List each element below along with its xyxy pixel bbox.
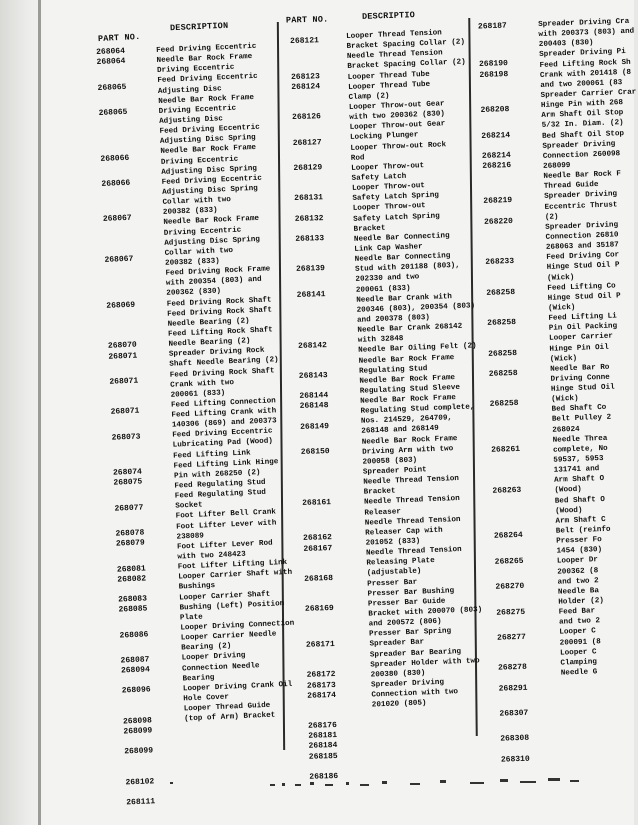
part-number: 268258	[486, 287, 516, 298]
description-line: Looper Carrier Needle	[180, 630, 277, 643]
part-number: 268198	[479, 69, 509, 80]
description-line: Needle Bar Rock Frame	[361, 434, 458, 447]
description-line: Adjusting Disc Spring	[161, 164, 258, 177]
part-number: 268162	[303, 533, 333, 544]
description-line: Needle Bar Rock Frame	[359, 373, 456, 386]
part-number: 268077	[114, 503, 144, 514]
part-number: 268174	[307, 690, 337, 701]
description-line: 238089	[176, 532, 205, 542]
part-number: 268171	[305, 639, 335, 650]
description-line: 200362 (830)	[166, 287, 222, 299]
description-line: Spreader Bar	[369, 638, 425, 649]
description-line: Looper Thread Tension	[346, 29, 442, 41]
description-line: Adjusting Disc Spring	[161, 184, 258, 197]
part-number: 268277	[496, 632, 527, 643]
part-number: 268148	[299, 401, 329, 412]
description-line: 200362 (8	[557, 566, 599, 577]
description-line: Presser Bar Spring	[369, 627, 452, 639]
description-line: Looper Thread Guide	[183, 701, 271, 714]
description-line: Needle Bar Rock Frame	[358, 353, 455, 366]
part-number: 268102	[125, 777, 155, 788]
part-number: 268078	[115, 528, 145, 539]
description-line: Looper Throw-out	[351, 182, 426, 193]
description-line: 268063 and 35187	[545, 241, 619, 252]
description-line: Arm Shaft O	[553, 475, 605, 486]
part-number: 268310	[500, 754, 530, 765]
description-line: Looper Throw-out	[352, 202, 426, 214]
description-line: Presser Bar	[367, 578, 418, 589]
description-line: Bed Shaft Oil Stop	[541, 129, 625, 141]
part-number: 268139	[295, 264, 326, 275]
part-number: 268131	[294, 193, 324, 204]
part-no-header-3: 268187	[477, 21, 507, 32]
part-number: 268066	[100, 153, 130, 164]
description-line: with two 248423	[177, 550, 246, 562]
description-line: (Wood)	[555, 506, 583, 516]
part-number: 268085	[118, 604, 148, 615]
description-line: Needle Bar Connecting	[353, 231, 450, 244]
part-number: 268132	[294, 213, 324, 224]
description-line: Hinge Pin Oil	[549, 343, 609, 354]
description-line: Stud with 201188 (803),	[354, 262, 461, 275]
description-line: Needle Bar Rock Frame	[163, 215, 260, 228]
description-header-2: DESCRIPTIO	[361, 10, 416, 22]
description-line: Bracket Spacing Collar (2)	[346, 38, 466, 52]
description-line: (Wick)	[551, 395, 579, 404]
part-number: 268307	[499, 708, 529, 719]
description-line: Needle Bar Rock Frame	[156, 53, 253, 66]
description-line: Needle Threa	[552, 434, 608, 445]
description-line: and two 2	[558, 617, 601, 627]
part-number: 268214	[481, 130, 511, 141]
part-number: 268144	[299, 391, 329, 402]
description-line: Releaser Cap with	[365, 526, 443, 538]
description-line: Crank with 201418 (8	[539, 68, 632, 80]
description-line: Hinge Stud Oil	[550, 383, 615, 394]
description-line: Feed Lifting Rock Sh	[539, 58, 631, 70]
description-line: 201052 (833)	[365, 537, 421, 548]
description-line: with 200373 (803) and	[538, 27, 635, 40]
description-line: Clamp (2)	[348, 92, 390, 102]
description-line: Feed Driving Eccentric	[159, 123, 260, 137]
part-number: 268220	[483, 216, 513, 227]
description-line: Looper Driving Connection	[180, 619, 295, 633]
part-number: 268258	[488, 368, 518, 379]
part-number: 268064	[96, 56, 126, 68]
description-line: Needle Thread Tension	[364, 515, 461, 528]
description-line: Spreader Driving	[544, 190, 618, 202]
description-line: Spreader Driving	[370, 678, 445, 690]
description-line: Looper Throw-out	[351, 161, 425, 173]
part-number: 268185	[308, 751, 338, 762]
description-line: with 32848	[357, 335, 404, 345]
description-line: Arm Shaft C	[555, 515, 606, 526]
part-number: 268094	[120, 665, 150, 676]
description-line: Foot Lifter Lever Rod	[176, 539, 273, 552]
description-line: Looper Driving Crank Oil	[182, 680, 293, 694]
description-line: Connection 260098	[542, 150, 621, 161]
description-line: Driving Eccentric	[160, 155, 239, 167]
description-line: Feed Driving Rock Shaft	[167, 306, 273, 319]
description-line: Needle Bar Rock Frame	[158, 93, 255, 106]
description-line: Looper Dr	[556, 556, 599, 567]
part-number: 268096	[121, 685, 151, 696]
description-line: Regulating Stud Sleeve	[359, 383, 461, 396]
description-line: Feed Lifting Co	[547, 282, 616, 293]
description-line: Collar with two	[164, 246, 234, 258]
part-number: 268150	[300, 447, 330, 457]
part-number: 268167	[303, 543, 333, 554]
description-line: Collar with two	[162, 196, 232, 207]
description-line: Driving Eccentric	[158, 104, 237, 116]
description-line: Feed Driving Eccentric	[156, 42, 257, 55]
part-number: 268066	[101, 178, 131, 189]
part-number: 268261	[491, 445, 521, 455]
description-line: Spreader Carrier Crar	[540, 88, 637, 100]
description-line: Bracket with 200070 (803)	[368, 606, 483, 619]
part-number: 268121	[290, 36, 320, 46]
description-line: Driving Arm with two	[361, 444, 454, 457]
part-number: 268071	[109, 376, 139, 387]
description-line: Plate	[179, 613, 203, 623]
description-line: Bearing (2)	[181, 642, 232, 653]
description-line: Foot Lifter Lever with	[176, 518, 277, 532]
description-line: 200061 (833)	[355, 284, 411, 295]
description-line: Needle Bar Crank 268142	[357, 322, 463, 335]
description-line: Crank with two	[170, 378, 235, 390]
column-2-descriptions	[346, 27, 501, 741]
description-line: Feed Lifting Li	[548, 312, 617, 323]
description-line: Looper Throw-out Gear	[349, 120, 446, 133]
description-line: (Wick)	[547, 303, 576, 313]
description-line: Spreader Driving Pi	[539, 48, 626, 60]
description-line: with 200354 (803) and	[165, 276, 262, 289]
part-number: 268127	[292, 137, 322, 148]
description-line: 200091 (8	[559, 637, 601, 648]
description-line: Needle Thread Tension	[363, 495, 460, 508]
description-line: Adjusting Disc	[157, 84, 222, 96]
description-line: 200346 (803), 200354 (803)	[356, 302, 476, 315]
part-number: 268181	[308, 731, 338, 742]
part-number: 268083	[117, 594, 148, 605]
description-line: (top of Arm) Bracket	[184, 711, 276, 724]
description-line: Belt Pulley 2	[551, 414, 612, 425]
description-line: Regulating Stud	[358, 364, 428, 376]
description-line: (2)	[544, 213, 559, 222]
description-line: Spreader Driving	[545, 221, 619, 232]
part-number: 268184	[308, 741, 338, 752]
description-line: Safety Latch	[351, 172, 407, 183]
description-line: Pin with 268250 (2)	[173, 468, 261, 481]
part-number: 268075	[113, 477, 143, 489]
description-line: 200403 (830)	[538, 39, 594, 50]
part-number: 268074	[112, 467, 143, 478]
part-number: 268069	[106, 300, 136, 311]
description-line: Locking Plunger	[349, 131, 419, 143]
description-line: Spreader Holder with two	[370, 657, 480, 670]
description-line: Looper Throw-out Gear	[348, 100, 445, 112]
part-number: 268143	[298, 371, 328, 381]
description-line: Adjusting Disc	[159, 115, 224, 126]
part-number: 268186	[309, 771, 339, 782]
description-line: Lubricating Pad (Wood)	[172, 437, 274, 451]
description-line: Needle Bar Oiling Felt (2)	[358, 342, 477, 356]
description-line: Presser Bar Bushing	[367, 586, 455, 599]
description-line: (Wick)	[549, 354, 578, 364]
description-line: (adjustable)	[366, 567, 422, 579]
description-line: Hole Cover	[183, 693, 230, 704]
description-line: Needle Bar Rock Frame	[160, 144, 257, 157]
description-line: (Wood)	[554, 486, 582, 496]
description-line: Needle Thread Tension	[346, 49, 443, 62]
description-line: Feed Lifting Link	[173, 449, 251, 461]
part-number: 268172	[306, 670, 336, 681]
description-line: Bushing (Left) Position	[179, 599, 285, 613]
part-number: 268099	[124, 746, 154, 757]
description-line: Holder (2)	[558, 597, 605, 607]
description-line: and two 200061 (83	[540, 78, 623, 90]
part-number: 268111	[126, 797, 156, 808]
description-line: Presser Fo	[556, 536, 602, 546]
part-number: 268065	[97, 82, 127, 93]
description-line: 200058 (803)	[362, 456, 418, 467]
description-line: Looper Thread Tube	[347, 70, 430, 82]
description-line: Feed Driving Rock Shaft	[169, 366, 275, 380]
description-line: Needle Bar Connecting	[354, 252, 451, 264]
description-line: Looper Carrier Shaft with	[178, 569, 293, 582]
description-line: Rod	[350, 154, 365, 163]
description-line: Feed Regulating Stud	[174, 478, 266, 491]
description-line: 268148 and 268149	[361, 425, 439, 437]
part-number: 268071	[108, 351, 138, 362]
description-line: Feed Lifting Connection	[170, 397, 276, 410]
description-header-1: DESCRIPTION	[169, 20, 229, 34]
description-line: Driving Eccentric	[156, 64, 235, 76]
description-line: 268099	[542, 161, 571, 171]
description-line: Feed Regulating Stud	[174, 488, 267, 501]
description-line: Feed Driving Eccentric	[161, 174, 263, 187]
part-number: 268270	[495, 581, 525, 592]
description-line: Looper Driving	[181, 652, 246, 663]
part-number: 268233	[485, 257, 515, 268]
description-line: Belt (reinfo	[555, 525, 611, 536]
description-line: Hinge Stud Oil P	[547, 292, 621, 303]
part-number: 268308	[500, 734, 530, 745]
part-number: 268098	[122, 716, 153, 727]
description-line: 200382 (833)	[164, 257, 220, 268]
part-number: 268099	[123, 726, 153, 737]
description-line: Bushings	[178, 582, 216, 592]
part-number: 268124	[291, 81, 321, 92]
description-line: Spreader Bar Bearing	[369, 647, 462, 660]
description-line: with two 200362 (830)	[349, 110, 446, 123]
part-number: 268190	[478, 59, 509, 70]
part-number: 268073	[111, 432, 141, 443]
part-number: 268126	[291, 112, 322, 123]
part-number: 268275	[496, 607, 526, 618]
part-number: 268133	[295, 234, 325, 244]
description-line: Needle Bar Rock Frame	[360, 394, 456, 406]
part-number: 268079	[115, 538, 145, 549]
description-line: complete, No	[552, 444, 608, 455]
part-number: 268173	[306, 680, 336, 691]
part-number: 268141	[296, 289, 326, 300]
description-line: Spreader Point	[362, 466, 427, 477]
part-number: 268264	[493, 531, 523, 542]
description-line: Safety Latch Spring	[352, 191, 440, 204]
part-number: 268265	[494, 556, 524, 567]
part-number: 268219	[483, 196, 513, 207]
description-line: Feed Lifting Rock Shaft	[167, 326, 273, 339]
description-line: Feed Driving Rock Frame	[165, 265, 271, 278]
description-line: 268024	[552, 425, 580, 435]
description-line: Needle Bar Rock F	[543, 170, 622, 182]
description-line: Bearing	[182, 673, 215, 684]
description-line: and two 2	[557, 576, 599, 587]
part-number: 268278	[497, 663, 528, 674]
part-number: 268149	[300, 421, 330, 432]
part-number: 268176	[307, 721, 337, 731]
description-line: Connection with two	[371, 688, 459, 700]
part-number: 268263	[492, 485, 522, 496]
binding-edge-line	[38, 0, 41, 825]
part-number: 268142	[297, 340, 328, 351]
part-number: 268258	[488, 348, 518, 359]
part-no-header-1: PART NO.	[97, 31, 141, 45]
part-number: 268258	[489, 399, 519, 410]
description-line: Foot Lifter Lifting Link	[177, 559, 288, 572]
description-line: 201020 (805)	[371, 699, 427, 710]
part-number: 268071	[110, 406, 140, 418]
description-line: 59537, 5953	[553, 455, 604, 465]
description-line: and 200378 (803)	[356, 313, 431, 325]
description-line: 200380 (830)	[370, 669, 426, 680]
description-line: Safety Latch Spring	[353, 212, 440, 224]
description-line: Looper Carrier Shaft	[178, 590, 271, 603]
description-line: Looper C	[559, 648, 597, 658]
part-number: 268065	[98, 107, 128, 118]
description-line: (Wick)	[546, 273, 575, 283]
description-line: Needle Ba	[557, 587, 600, 597]
description-line: Hinge Pin with 268	[540, 99, 624, 111]
part-number: 268123	[290, 71, 320, 82]
description-line: Looper Carrier	[549, 332, 614, 344]
description-line: Feed Driving Cor	[546, 251, 620, 263]
description-line: Link Cap Washer	[354, 243, 423, 254]
part-number: 268070	[107, 340, 137, 352]
part-number: 268082	[117, 574, 147, 585]
description-line: Bracket Spacing Collar (2)	[347, 58, 466, 72]
description-line: Pin Oil Packing	[548, 322, 618, 334]
part-number: 268081	[116, 564, 146, 575]
description-line: 200382 (833)	[162, 206, 218, 218]
description-line: Connection 26810	[545, 231, 619, 242]
description-line: Needle Thread Tension	[363, 475, 460, 487]
part-number: 268214	[481, 150, 511, 161]
description-line: Nos. 214529, 264709,	[360, 414, 453, 427]
part-number: 268168	[304, 573, 334, 584]
part-number: 268258	[487, 318, 517, 329]
description-line: 5/32 In. Diam. (2)	[541, 119, 624, 131]
description-line: Needle G	[560, 668, 598, 678]
description-line: Looper Throw-out Rock	[350, 140, 447, 153]
description-line: Eccentric Thrust	[544, 200, 618, 212]
description-line: Bed Shaft O	[554, 495, 606, 506]
description-line: Clamping	[560, 658, 598, 668]
part-number: 268067	[102, 214, 132, 225]
description-line: Looper C	[559, 627, 596, 638]
part-number: 268064	[96, 46, 126, 57]
part-number: 268169	[304, 604, 334, 615]
scan-noise-marks	[170, 772, 610, 794]
description-line: and 200572 (806)	[368, 617, 442, 629]
part-number: 268291	[498, 683, 528, 694]
part-number: 268216	[482, 160, 512, 171]
description-line: Socket	[175, 501, 203, 511]
description-line: Arm Shaft Oil Stop	[541, 109, 624, 121]
description-line: Releasing Plate	[366, 557, 435, 568]
description-line: Regulating Stud complete,	[360, 403, 475, 416]
description-line: 131741 and	[553, 465, 600, 475]
description-line: Hinge Stud Oil P	[546, 261, 620, 273]
description-line: Connection Needle	[181, 661, 260, 674]
description-line: Presser Bar Guide	[367, 597, 446, 609]
description-line: Needle Bearing (2)	[168, 337, 251, 349]
description-line: Releaser	[364, 507, 402, 518]
description-line: Spreader Driving Cra	[538, 17, 630, 29]
description-line: Adjusting Disc Spring	[164, 235, 261, 248]
part-no-header-2: PART NO.	[285, 14, 329, 26]
description-line: Feed Lifting Link Hinge	[173, 458, 279, 471]
description-line: Adjusting Disc Spring	[159, 134, 256, 147]
part-number: 268086	[119, 629, 149, 641]
part-number: 268161	[302, 497, 332, 508]
description-line: Feed Driving Rock Shaft	[166, 295, 272, 309]
description-line: Spreader Driving	[542, 140, 616, 151]
description-line: 1454 (830)	[556, 546, 603, 556]
description-line: 200061 (833)	[170, 389, 226, 400]
description-line: Needle Bar Ro	[550, 363, 610, 374]
part-number: 268087	[120, 655, 150, 666]
description-line: Spreader Driving Rock	[168, 346, 265, 359]
part-number: 268129	[293, 163, 323, 173]
description-line: Bracket	[363, 487, 396, 497]
description-line: 140306 (869) and 200373	[171, 417, 277, 430]
description-line: Feed Bar	[558, 607, 596, 617]
description-line: Feed Driving Eccentric	[157, 73, 258, 86]
description-line: Thread Guide	[543, 181, 599, 192]
description-line: Needle Bar Crank with	[356, 292, 453, 305]
description-line: Feed Driving Eccentric	[172, 427, 273, 440]
description-line: Needle Bearing (2)	[167, 317, 250, 329]
description-line: Looper Thread Tube	[347, 80, 431, 92]
description-line: Bracket	[353, 224, 386, 234]
description-line: Needle Thread Tension	[365, 546, 462, 558]
description-line: Shaft Needle Bearing (2)	[169, 356, 279, 370]
part-number: 268067	[104, 254, 134, 265]
description-line: Driving Eccentric	[163, 226, 242, 238]
part-number: 268208	[480, 105, 510, 116]
description-line: Bed Shaft Co	[551, 404, 607, 415]
description-line: Foot Lifter Bell Crank	[175, 508, 277, 522]
description-line: Driving Conne	[550, 373, 610, 384]
description-line: Feed Lifting Crank with	[171, 407, 277, 420]
description-line: 202330 and two	[355, 273, 420, 285]
